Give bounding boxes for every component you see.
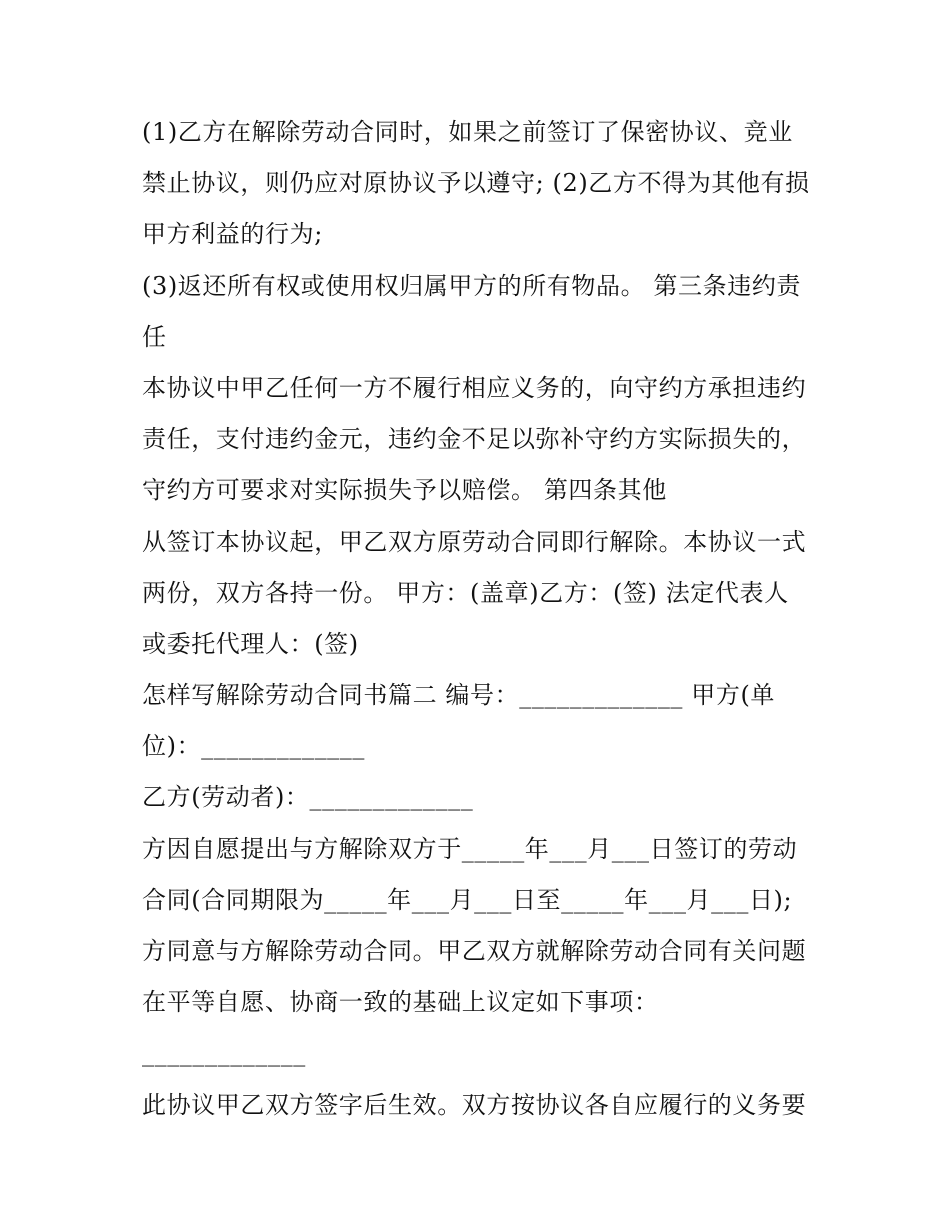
text-line: 两份，双方各持一份。 甲方：(盖章)乙方：(签) 法定代表人 — [142, 578, 789, 607]
text-line: 责任，支付违约金元，违约金不足以弥补守约方实际损失的， — [142, 425, 807, 454]
text-line: 方同意与方解除劳动合同。甲乙双方就解除劳动合同有关问题 — [142, 937, 807, 965]
text-line: (3)返还所有权或使用权归属甲方的所有物品。 第三条违约责 — [142, 271, 802, 300]
document-body — [142, 107, 842, 1131]
text-line: 从签订本协议起，甲乙双方原劳动合同即行解除。本协议一式 — [142, 527, 807, 556]
text-line: 禁止协议，则仍应对原协议予以遵守; (2)乙方不得为其他有损 — [142, 169, 810, 198]
text-line: 方因自愿提出与方解除双方于_____年___月___日签订的劳动 — [142, 834, 798, 863]
text-line: 此协议甲乙双方签字后生效。双方按协议各自应履行的义务要 — [142, 1090, 807, 1119]
text-line: 甲方利益的行为; — [142, 220, 323, 249]
text-line: 或委托代理人：(签) — [142, 629, 359, 658]
text-line: _____________ — [142, 1039, 306, 1068]
text-line: 乙方(劳动者)：_____________ — [142, 783, 474, 812]
text-line: 怎样写解除劳动合同书篇二 编号：_____________ 甲方(单 — [142, 681, 776, 710]
text-line: 合同(合同期限为_____年___月___日至_____年___月___日); — [142, 885, 793, 914]
text-line: (1)乙方在解除劳动合同时，如果之前签订了保密协议、竞业 — [142, 118, 793, 146]
text-line: 守约方可要求对实际损失予以赔偿。 第四条其他 — [142, 476, 667, 505]
text-line: 在平等自愿、协商一致的基础上议定如下事项： — [142, 988, 659, 1017]
text-line: 本协议中甲乙任何一方不履行相应义务的，向守约方承担违约 — [142, 373, 807, 402]
text-line: 位)：_____________ — [142, 732, 365, 761]
text-line: 任 — [142, 322, 167, 351]
